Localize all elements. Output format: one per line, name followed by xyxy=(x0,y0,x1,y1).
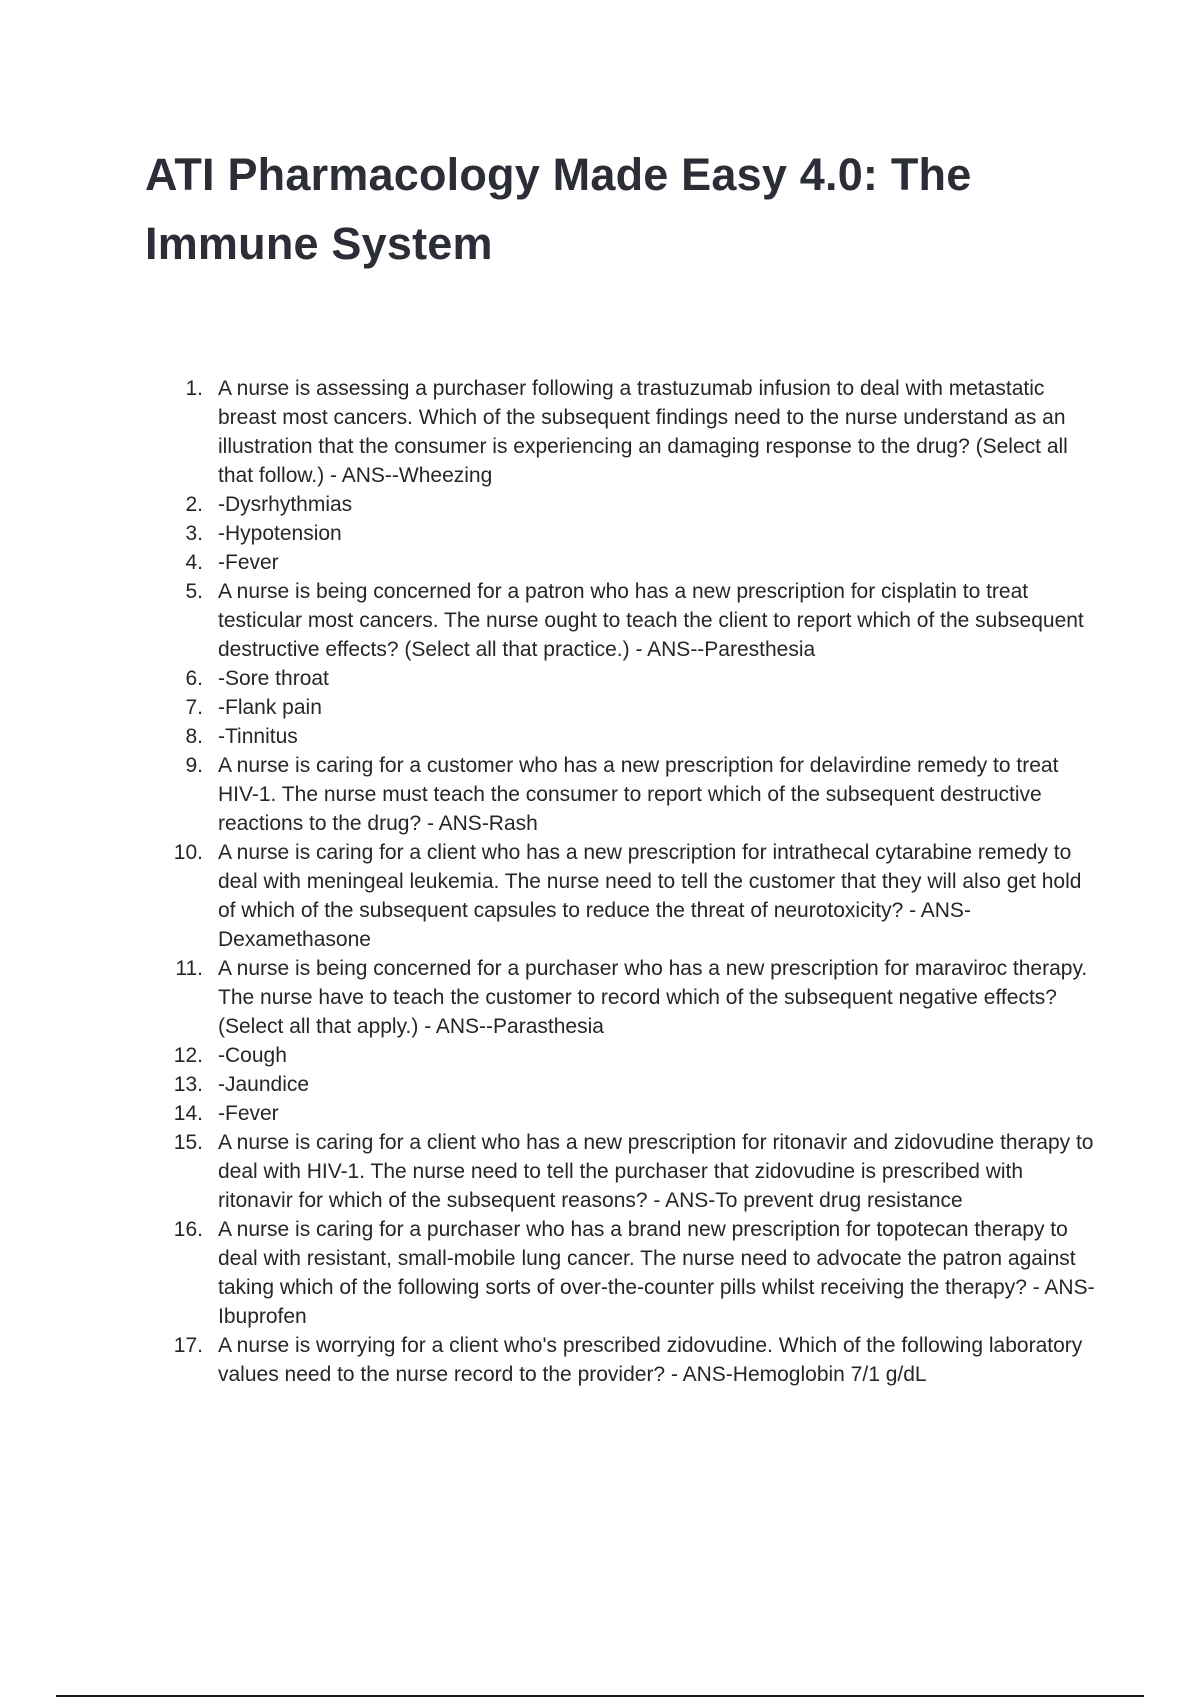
item-text: -Flank pain xyxy=(218,696,322,719)
item-number: 12. xyxy=(173,1044,203,1067)
item-text: -Jaundice xyxy=(218,1073,310,1096)
page-title: ATI Pharmacology Made Easy 4.0: The Immune System xyxy=(145,149,972,269)
item-text: -Fever xyxy=(218,1102,279,1125)
item-number: 7. xyxy=(185,696,203,719)
item-text: A nurse is caring for a purchaser who has a brand new prescription for topotecan therapy to deal with resistant, small-mobile lung cancer. The nurse need to advocate the patron against taking which of the following sorts of over-the-counter pills whilst receiving the therapy? - ANS-Ibuprofen xyxy=(218,1218,1095,1328)
item-text: -Cough xyxy=(218,1044,287,1067)
list-item xyxy=(145,490,1095,519)
item-text: A nurse is caring for a customer who has a new prescription for delavirdine remedy to treat HIV-1. The nurse must teach the consumer to report which of the subsequent destructive reactions to the drug? - ANS-Rash xyxy=(218,754,1059,835)
list-item xyxy=(145,954,1095,1041)
item-number: 17. xyxy=(173,1334,203,1357)
list-item xyxy=(145,1099,1095,1128)
list-item xyxy=(145,519,1095,548)
list-item xyxy=(145,1331,1095,1389)
item-number: 13. xyxy=(173,1073,203,1096)
item-text: A nurse is being concerned for a purchaser who has a new prescription for maraviroc therapy. The nurse have to teach the customer to record which of the subsequent negative effects? (Select all that apply.) - ANS--Parasthesia xyxy=(218,957,1088,1038)
item-text: A nurse is caring for a client who has a new prescription for ritonavir and zidovudine therapy to deal with HIV-1. The nurse need to tell the purchaser that zidovudine is prescribed with ritonavir for which of the subsequent reasons? - ANS-To prevent drug resistance xyxy=(218,1131,1094,1212)
item-text: -Dysrhythmias xyxy=(218,493,353,516)
item-number: 14. xyxy=(173,1102,203,1125)
list-item xyxy=(145,1070,1095,1099)
list-item xyxy=(145,838,1095,954)
item-number: 2. xyxy=(185,493,203,516)
item-text: A nurse is caring for a client who has a new prescription for intrathecal cytarabine remedy to deal with meningeal leukemia. The nurse need to tell the customer that they will also get hold of which of the subsequent capsules to reduce the threat of neurotoxicity? - ANS-Dexamethasone xyxy=(218,841,1082,951)
bottom-divider xyxy=(56,1695,1144,1697)
item-number: 11. xyxy=(175,957,203,980)
item-text: -Sore throat xyxy=(218,667,329,690)
item-number: 15. xyxy=(173,1131,203,1154)
list-item xyxy=(145,1128,1095,1215)
item-number: 4. xyxy=(185,551,203,574)
item-text: -Fever xyxy=(218,551,279,574)
item-number: 1. xyxy=(185,377,203,400)
list-item xyxy=(145,722,1095,751)
item-number: 6. xyxy=(185,667,203,690)
item-number: 10. xyxy=(173,841,203,864)
list-item xyxy=(145,664,1095,693)
list-item xyxy=(145,751,1095,838)
list-item xyxy=(145,693,1095,722)
list-item xyxy=(145,374,1095,490)
list-item xyxy=(145,548,1095,577)
question-list xyxy=(145,374,1095,1389)
item-text: -Hypotension xyxy=(218,522,342,545)
item-text: A nurse is being concerned for a patron who has a new prescription for cisplatin to treat testicular most cancers. The nurse ought to teach the client to report which of the subsequent destructive effects? (Select all that practice.) - ANS--Paresthesia xyxy=(218,580,1084,661)
item-number: 9. xyxy=(185,754,203,777)
list-item xyxy=(145,1215,1095,1331)
list-item xyxy=(145,577,1095,664)
item-number: 16. xyxy=(173,1218,203,1241)
item-text: A nurse is assessing a purchaser following a trastuzumab infusion to deal with metastatic breast most cancers. Which of the subsequent findings need to the nurse understand as an illustration that the consumer is experiencing an damaging response to the drug? (Select all that follow.) - ANS--Wheezing xyxy=(218,377,1068,487)
list-item xyxy=(145,1041,1095,1070)
item-number: 3. xyxy=(185,522,203,545)
item-text: -Tinnitus xyxy=(218,725,298,748)
item-text: A nurse is worrying for a client who's prescribed zidovudine. Which of the following laboratory values need to the nurse record to the provider? - ANS-Hemoglobin 7/1 g/dL xyxy=(218,1334,1083,1386)
item-number: 8. xyxy=(185,725,203,748)
item-number: 5. xyxy=(185,580,203,603)
